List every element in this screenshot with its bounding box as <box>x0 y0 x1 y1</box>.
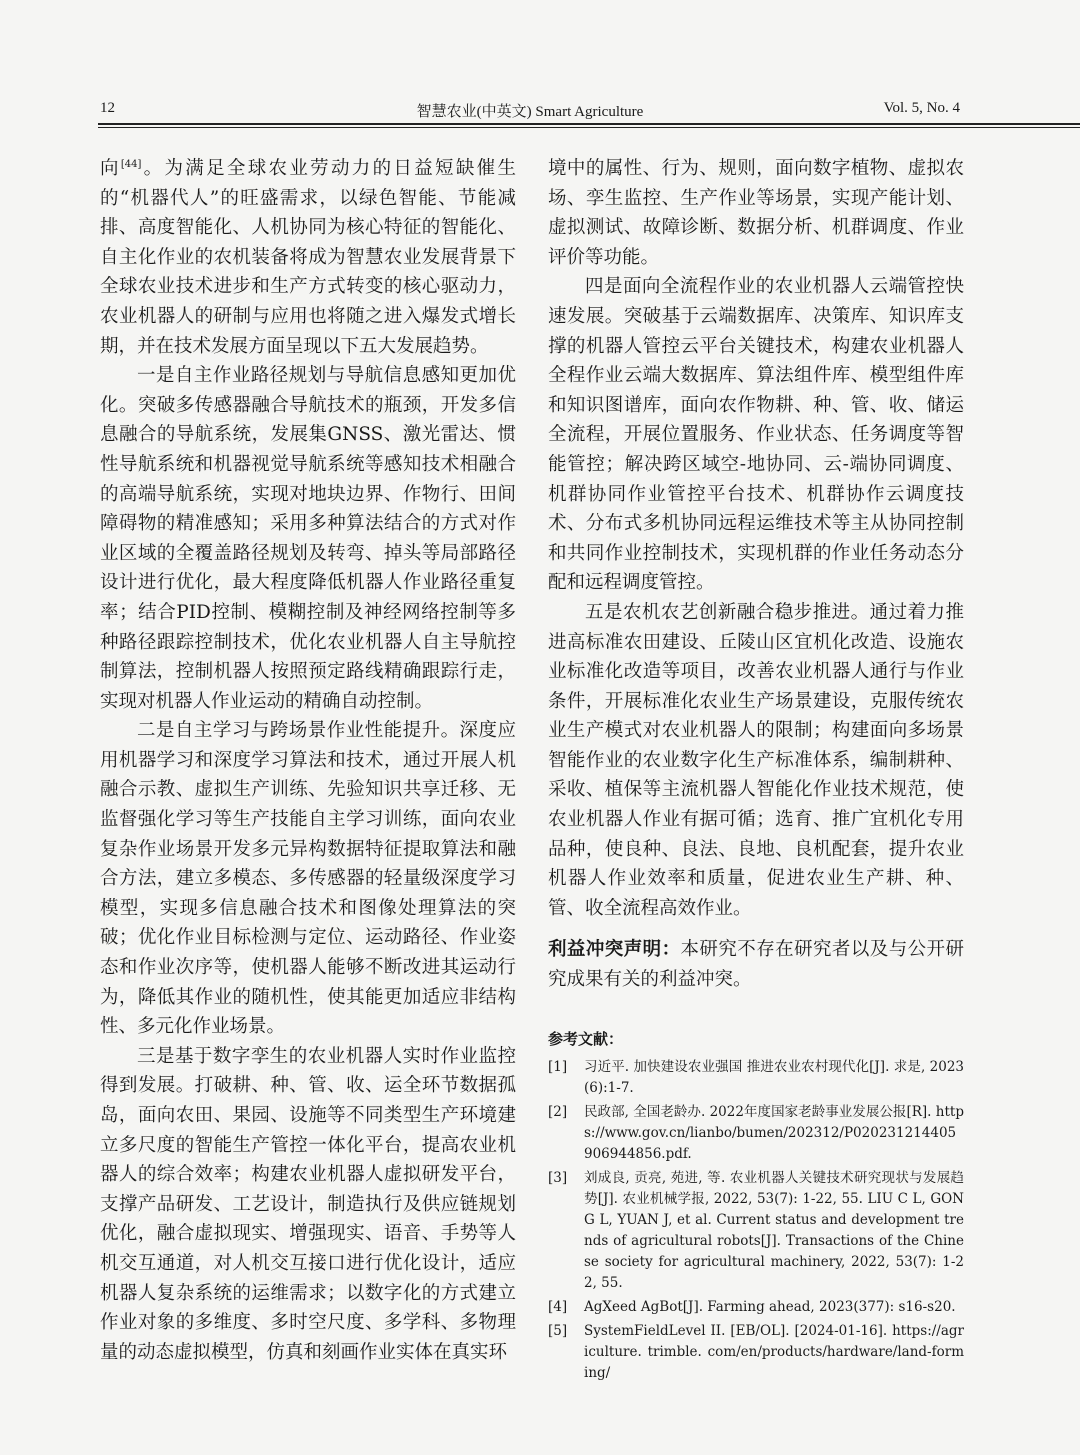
reference-item <box>548 1168 964 1294</box>
running-header <box>100 96 960 122</box>
paragraph-trend-1: 一是自主作业路径规划与导航信息感知更加优化。突破多传感器融合导航技术的瓶颈，开发多信息融合的导航系统，发展集GNSS、激光雷达、惯性导航系统和机器视觉导航系统等感知技术相融合的高端导航系统，实现对地块边界、作物行、田间障碍物的精准感知；采用多种算法结合的方式对作业区域的全覆盖路径规划及转弯、掉头等局部路径设计进行优化，最大程度降低机器人作业路径重复率；结合PID控制、模糊控制及神经网络控制等多种路径跟踪控制技术，优化农业机器人自主导航控制算法，控制机器人按照预定路线精确跟踪行走，实现对机器人作业运动的精确自动控制。 <box>100 365 516 712</box>
reference-item <box>548 1057 964 1099</box>
reference-item <box>548 1321 964 1384</box>
intro-lead: 向 <box>100 158 121 179</box>
references-title: 参考文献： <box>548 1029 624 1048</box>
left-column <box>100 154 516 1367</box>
references-list <box>548 1057 964 1384</box>
citation-44: [44] <box>120 159 142 170</box>
coi-text: 本研究不存在研究者以及与公开研究成果有关的利益冲突。 <box>548 939 964 991</box>
coi-label: 利益冲突声明： <box>548 939 681 961</box>
right-column <box>548 154 964 1387</box>
ref-text: 民政部, 全国老龄办. 2022年度国家老龄事业发展公报[R]. https://www.gov.cn/lianbo/bumen/202312/P020231214405906944856.pdf. <box>584 1103 964 1162</box>
ref-text: 习近平. 加快建设农业强国 推进农业农村现代化[J]. 求是, 2023(6):1-7. <box>584 1058 964 1096</box>
header-rule-thick <box>98 123 1080 125</box>
ref-text: AgXeed AgBot[J]. Farming ahead, 2023(377): s16-s20. <box>584 1298 956 1315</box>
page-number: 12 <box>100 100 115 116</box>
ref-text: 刘成良, 贡亮, 苑进, 等. 农业机器人关键技术研究现状与发展趋势[J]. 农业机械学报, 2022, 53(7): 1-22, 55. LIU C L, GONG L, YUAN J, et al. Current status and development trends of agricultural robots[J]. Transactions of the Chinese society for agricultural machinery, 2022, 53(7): 1-22, 55. <box>584 1169 964 1291</box>
paragraph-trend-5: 五是农机农艺创新融合稳步推进。通过着力推进高标准农田建设、丘陵山区宜机化改造、设施农业标准化改造等项目，改善农业机器人通行与作业条件，开展标准化农业生产场景建设，克服传统农业生产模式对农业机器人的限制；构建面向多场景智能作业的农业数字化生产标准体系，编制耕种、采收、植保等主流机器人智能化作业技术规范，使农业机器人作业有据可循；选育、推广宜机化专用品种，使良种、良法、良地、良机配套，提升农业机器人作业效率和质量，促进农业生产耕、种、管、收全流程高效作业。 <box>548 601 964 919</box>
paragraph-intro <box>100 154 516 361</box>
ref-number: [1] <box>548 1058 568 1075</box>
ref-text: SystemFieldLevel II. [EB/OL]. [2024-01-16]. https://agriculture. trimble. com/en/products/hardware/land-forming/ <box>584 1322 964 1381</box>
ref-number: [4] <box>548 1298 568 1315</box>
conflict-of-interest <box>548 935 964 994</box>
ref-number: [3] <box>548 1169 568 1186</box>
paragraph-trend-3-cont: 境中的属性、行为、规则，面向数字植物、虚拟农场、孪生监控、生产作业等场景，实现产能计划、虚拟测试、故障诊断、数据分析、机群调度、作业评价等功能。 <box>548 158 964 268</box>
journal-title: 智慧农业(中英文) Smart Agriculture <box>416 104 644 120</box>
header-rule-thin <box>98 127 1080 128</box>
reference-item <box>548 1102 964 1165</box>
paragraph-trend-4: 四是面向全流程作业的农业机器人云端管控快速发展。突破基于云端数据库、决策库、知识库支撑的机器人管控云平台关键技术，构建农业机器人全程作业云端大数据库、算法组件库、模型组件库和知识图谱库，面向农作物耕、种、管、收、储运全流程，开展位置服务、作业状态、任务调度等智能管控；解决跨区域空-地协同、云-端协同调度、机群协同作业管控平台技术、机群协作云调度技术、分布式多机协同远程运维技术等主从协同控制和共同作业控制技术，实现机群的作业任务动态分配和远程调度管控。 <box>548 276 964 594</box>
ref-number: [5] <box>548 1322 568 1339</box>
ref-number: [2] <box>548 1103 568 1120</box>
intro-body: 。为满足全球农业劳动力的日益短缺催生的“机器代人”的旺盛需求，以绿色智能、节能减排、高度智能化、人机协同为核心特征的智能化、自主化作业的农机装备将成为智慧农业发展背景下全球农业技术进步和生产方式转变的核心驱动力，农业机器人的研制与应用也将随之进入爆发式增长期，并在技术发展方面呈现以下五大发展趋势。 <box>100 158 516 357</box>
paragraph-trend-2: 二是自主学习与跨场景作业性能提升。深度应用机器学习和深度学习算法和技术，通过开展人机融合示教、虚拟生产训练、先验知识共享迁移、无监督强化学习等生产技能自主学习训练，面向农业复杂作业场景开发多元异构数据特征提取算法和融合方法，建立多模态、多传感器的轻量级深度学习模型，实现多信息融合技术和图像处理算法的突破；优化作业目标检测与定位、运动路径、作业姿态和作业次序等，使机器人能够不断改进其运动行为，降低其作业的随机性，使其能更加适应非结构性、多元化作业场景。 <box>100 720 516 1038</box>
paragraph-trend-3: 三是基于数字孪生的农业机器人实时作业监控得到发展。打破耕、种、管、收、运全环节数据孤岛，面向农田、果园、设施等不同类型生产环境建立多尺度的智能生产管控一体化平台，提高农业机器人的综合效率；构建农业机器人虚拟研发平台，支撑产品研发、工艺设计，制造执行及供应链规划优化，融合虚拟现实、增强现实、语音、手势等人机交互通道，对人机交互接口进行优化设计，适应机器人复杂系统的运维需求；以数字化的方式建立作业对象的多维度、多时空尺度、多学科、多物理量的动态虚拟模型，仿真和刻画作业实体在真实环 <box>100 1045 516 1363</box>
reference-item <box>548 1297 964 1318</box>
volume-issue: Vol. 5, No. 4 <box>883 100 960 116</box>
